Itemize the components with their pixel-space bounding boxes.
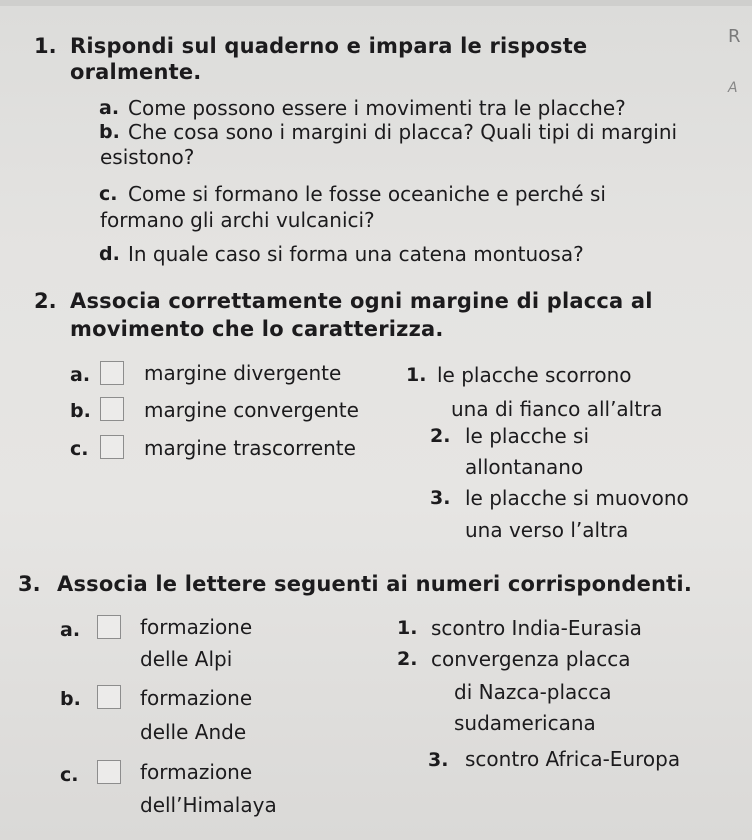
ex2-left-c-label: c. [70,438,89,460]
ex1-item-b-text-line2: esistono? [100,145,195,169]
ex2-answer-box-c[interactable] [100,435,124,459]
corner-mark: A [728,80,738,96]
ex3-answer-box-b[interactable] [97,685,121,709]
ex3-answer-box-a[interactable] [97,615,121,639]
ex2-right-1-line2: una di fianco all’altra [451,397,663,421]
ex1-item-a-label: a. [99,97,120,119]
ex1-item-d-label: d. [99,243,120,265]
exercise-2-title-line1: Associa correttamente ogni margine di placca al [70,289,653,313]
ex3-right-2-line1: convergenza placca [431,647,631,671]
ex3-right-2-label: 2. [397,648,418,670]
ex2-right-2-line2: allontanano [465,455,584,479]
ex1-item-b-label: b. [99,121,120,143]
ex2-left-b-label: b. [70,400,91,422]
exercise-3-title: Associa le lettere seguenti ai numeri corrispondenti. [57,572,693,596]
ex3-left-b-line2: delle Ande [140,720,247,744]
ex3-left-a-line1: formazione [140,615,253,639]
exercise-2-title-line2: movimento che lo caratterizza. [70,317,444,341]
ex2-left-c-text: margine trascorrente [144,436,356,460]
ex3-left-b-line1: formazione [140,686,253,710]
ex3-right-3-line1: scontro Africa-Europa [465,747,681,771]
page-edge [0,0,752,6]
ex1-item-d-text: In quale caso si forma una catena montuosa? [128,242,584,266]
ex2-answer-box-b[interactable] [100,397,124,421]
ex1-item-c-text-line1: Come si formano le fosse oceaniche e perché si [128,182,606,206]
ex1-item-a-text: Come possono essere i movimenti tra le placche? [128,96,626,120]
ex3-left-b-label: b. [60,688,81,710]
ex1-item-c-label: c. [99,183,118,205]
ex3-left-c-label: c. [60,764,79,786]
ex2-left-a-label: a. [70,364,91,386]
ex1-item-c-text-line2: formano gli archi vulcanici? [100,208,375,232]
ex3-left-c-line2: dell’Himalaya [140,793,277,817]
exercise-2-number: 2. [34,289,57,313]
ex2-right-1-line1: le placche scorrono [437,363,632,387]
exercise-1-title-line1: Rispondi sul quaderno e impara le risposte [70,34,588,58]
ex3-right-1-line1: scontro India-Eurasia [431,616,642,640]
ex1-item-b-text-line1: Che cosa sono i margini di placca? Quali tipi di margini [128,120,678,144]
exercise-3-number: 3. [18,572,41,596]
ex3-right-2-line3: sudamericana [454,711,596,735]
ex2-right-3-line2: una verso l’altra [465,518,629,542]
exercise-1-title-line2: oralmente. [70,60,202,84]
ex2-right-2-label: 2. [430,425,451,447]
ex3-left-a-label: a. [60,619,81,641]
ex2-left-b-text: margine convergente [144,398,359,422]
ex3-right-1-label: 1. [397,617,418,639]
ex3-answer-box-c[interactable] [97,760,121,784]
ex2-right-1-label: 1. [406,364,427,386]
ex3-right-2-line2: di Nazca-placca [454,680,612,704]
ex2-left-a-text: margine divergente [144,361,342,385]
ex2-right-3-label: 3. [430,487,451,509]
ex2-right-3-line1: le placche si muovono [465,486,689,510]
ex3-right-3-label: 3. [428,749,449,771]
exercise-1-number: 1. [34,34,57,58]
ex2-answer-box-a[interactable] [100,361,124,385]
corner-letter: R [728,26,741,47]
ex3-left-c-line1: formazione [140,760,253,784]
ex2-right-2-line1: le placche si [465,424,590,448]
ex3-left-a-line2: delle Alpi [140,647,233,671]
